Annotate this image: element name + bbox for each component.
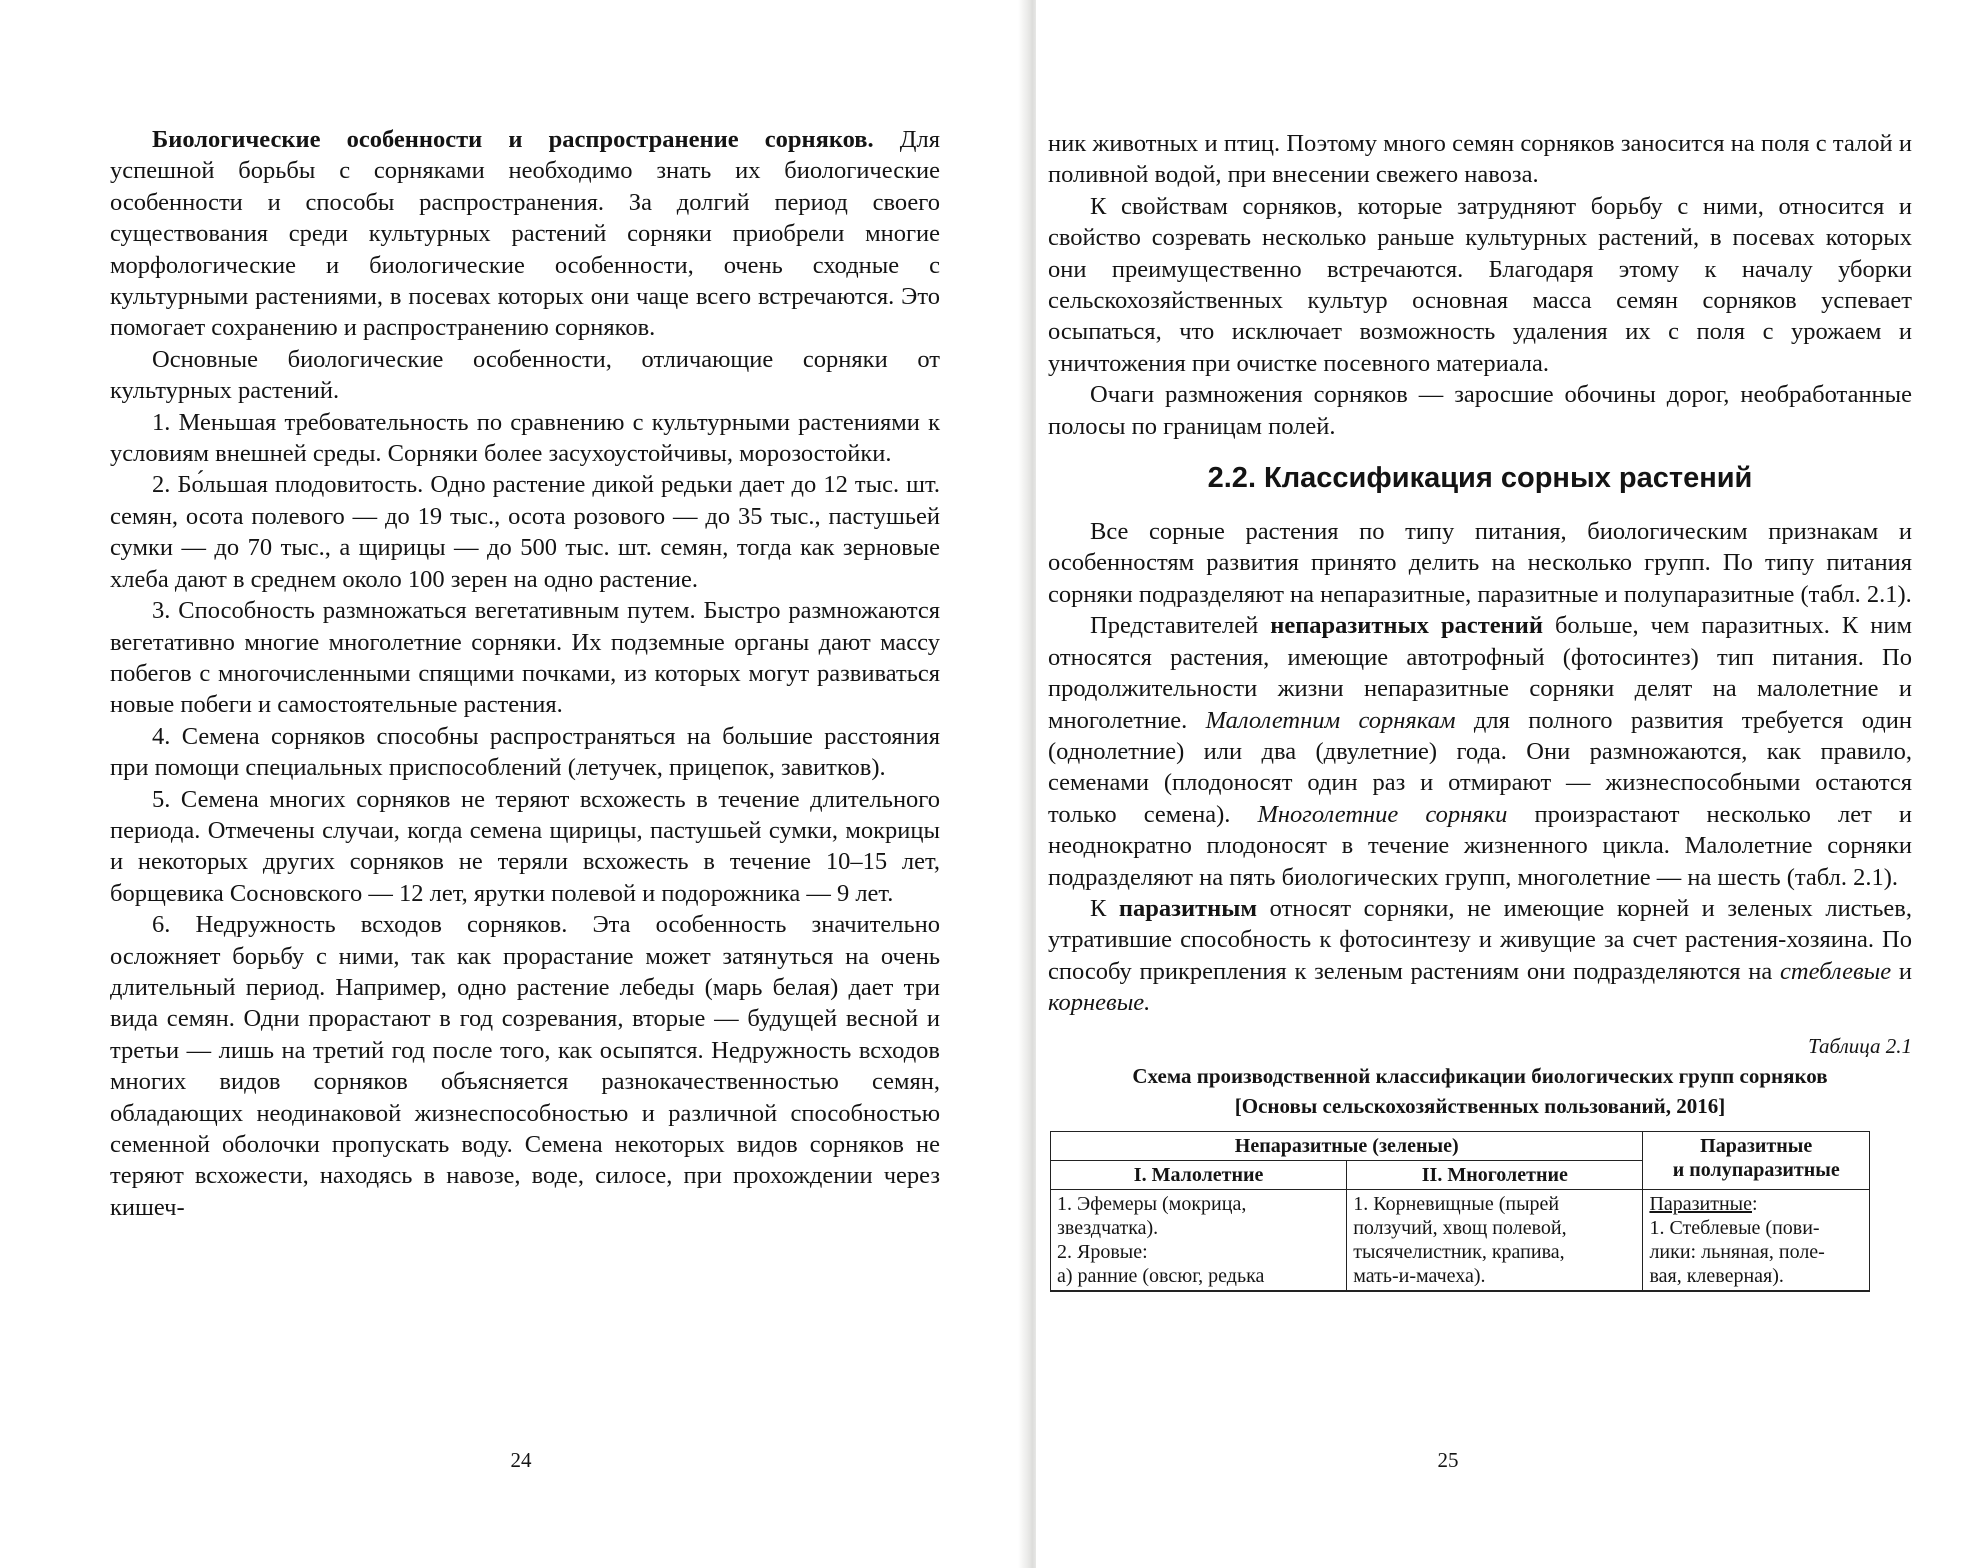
classification-table	[1050, 1131, 1870, 1292]
intro-paragraph: Биологические особенности и распространение сорняков. Для успешной борьбы с сорняками необходимо знать их биологические особенности и способы распространения. За долгий период своего существования среди культурных растений сорняки приобрели многие морфологические и биологические особенности, очень сходные с культурными растениями, в посевах которых они чаще всего встречаются. Это помогает сохранению и распространению сорняков.	[110, 126, 940, 342]
right-page-text	[1048, 128, 1912, 1292]
section-title: Биологические особенности и распространение сорняков.	[152, 126, 874, 153]
table-row	[1051, 1189, 1870, 1291]
paragraph-parasitic: К паразитным относят сорняки, не имеющие корней и зеленых листьев, утратившие способность к фотосинтезу и живущие за счет растения-хозяина. По способу прикрепления к зеленым растениям они подразделяются на стеблевые и корневые.	[1048, 894, 1913, 1017]
paragraph-properties: К свойствам сорняков, которые затрудняют борьбу с ними, относится и свойство созревать несколько раньше культурных растений, в посевах которых они преимущественно встречаются. Благодаря этому к началу уборки сельскохозяйственных культур основная масса семян сорняков успевает осыпаться, что исключает возможность удаления их с поля с урожаем и уничтожения при очистке посевного материала.	[1048, 192, 1912, 377]
header-nonparasitic: Непаразитные (зеленые)	[1051, 1131, 1643, 1160]
table-cell-parasitic: Паразитные: 1. Стеблевые (пови- лики: льняная, поле- вая, клеверная).	[1643, 1189, 1870, 1291]
list-item-2: 2. Бо́льшая плодовитость. Одно растение дикой редьки дает до 12 тыс. шт. семян, осота полевого — до 19 тыс., осота розового — до 35 тыс., пастушьей сумки — до 70 тыс., а щирицы — до 500 тыс. шт. семян, тогда как зерновые хлеба дают в среднем около 100 зерен на одно растение.	[110, 471, 940, 593]
page-number-right: 25	[1437, 1448, 1459, 1472]
left-page-text	[110, 124, 940, 1223]
paragraph-main-features: Основные биологические особенности, отличающие сорняки от культурных растений.	[110, 345, 940, 405]
list-item-1: 1. Меньшая требовательность по сравнению с культурными растениями к условиям внешней среды. Сорняки более засухоустойчивы, морозостойки.	[110, 408, 940, 468]
paragraph-all-weeds: Все сорные растения по типу питания, биологическим признакам и особенностям развития принято делить на несколько групп. По типу питания сорняки подразделяют на непаразитные, паразитные и полупаразитные (табл. 2.1).	[1048, 518, 1912, 608]
header-small: I. Малолетние	[1051, 1160, 1347, 1189]
paragraph-nonparasitic: Представителей непаразитных растений больше, чем паразитных. К ним относятся растения, имеющие автотрофный (фотосинтез) тип питания. По продолжительности жизни непаразитные сорняки делят на малолетние и многолетние. Малолетним сорнякам для полного развития требуется один (однолетние) или два (двулетние) года. Они размножаются, как правило, семенами (плодоносят один раз и отмирают — жизнеспособными остаются только семена). Многолетние сорняки произрастают несколько лет и неоднократно плодоносят в течение жизненного цикла. Малолетние сорняки подразделяют на пять биологических групп, многолетние — на шесть (табл. 2.1).	[1048, 612, 1912, 891]
list-item-6: 6. Недружность всходов сорняков. Эта особенность значительно осложняет борьбу с ними, так как прорастание может затянуться на очень длительный период. Например, одно растение лебеды (марь белая) дает три вида семян. Одни прорастают в год созревания, вторые — будущей весной и третьи — лишь на третий год после того, как осыпятся. Недружность всходов многих видов сорняков объясняется разнокачественностью семян, обладающих неодинаковой жизнеспособностью и различной способностью семенной оболочки пропускать воду. Семена некоторых видов сорняков не теряют всхожести, находясь в навозе, воде, силосе, при прохождении через кишеч-	[110, 911, 940, 1221]
section-heading: 2.2. Классификация сорных растений	[1207, 462, 1753, 495]
header-parasitic: Паразитные и полупаразитные	[1643, 1131, 1870, 1189]
list-item-5: 5. Семена многих сорняков не теряют всхожесть в течение длительного периода. Отмечены случаи, когда семена щирицы, пастушьей сумки, мокрицы и некоторых других сорняков не теряли всхожесть в течение 10–15 лет, борщевика Сосновского — 12 лет, ярутки полевой и подорожника — 9 лет.	[110, 785, 940, 907]
table-caption: Таблица 2.1	[1808, 1033, 1912, 1058]
list-item-3: 3. Способность размножаться вегетативным путем. Быстро размножаются вегетативно многие многолетние сорняки. Их подземные органы дают массу побегов с многочисленными спящими почками, из которых могут развиваться новые побеги и самостоятельные растения.	[110, 597, 940, 719]
paragraph-continued: ник животных и птиц. Поэтому много семян сорняков заносится на поля с талой и поливной водой, при внесении свежего навоза.	[1048, 130, 1912, 189]
header-perennial: II. Многолетние	[1347, 1160, 1643, 1189]
paragraph-foci: Очаги размножения сорняков — заросшие обочины дорог, необработанные полосы по границам полей.	[1048, 381, 1912, 440]
table-cell-small: 1. Эфемеры (мокрица, звездчатка). 2. Яровые: а) ранние (овсюг, редька	[1051, 1189, 1347, 1291]
table-cell-perennial: 1. Корневищные (пырей ползучий, хвощ полевой, тысячелистник, крапива, мать-и-мачеха).	[1347, 1189, 1643, 1291]
table-title-line-1: Схема производственной классификации биологических групп сорняков	[1132, 1063, 1828, 1088]
page-number-left: 24	[510, 1448, 532, 1472]
right-page	[1036, 0, 1964, 1568]
list-item-4: 4. Семена сорняков способны распространяться на большие расстояния при помощи специальных приспособлений (летучек, прицепок, завитков).	[110, 722, 940, 782]
table-title-line-2: [Основы сельскохозяйственных пользований, 2016]	[1234, 1093, 1726, 1118]
table-header-row	[1051, 1131, 1870, 1160]
